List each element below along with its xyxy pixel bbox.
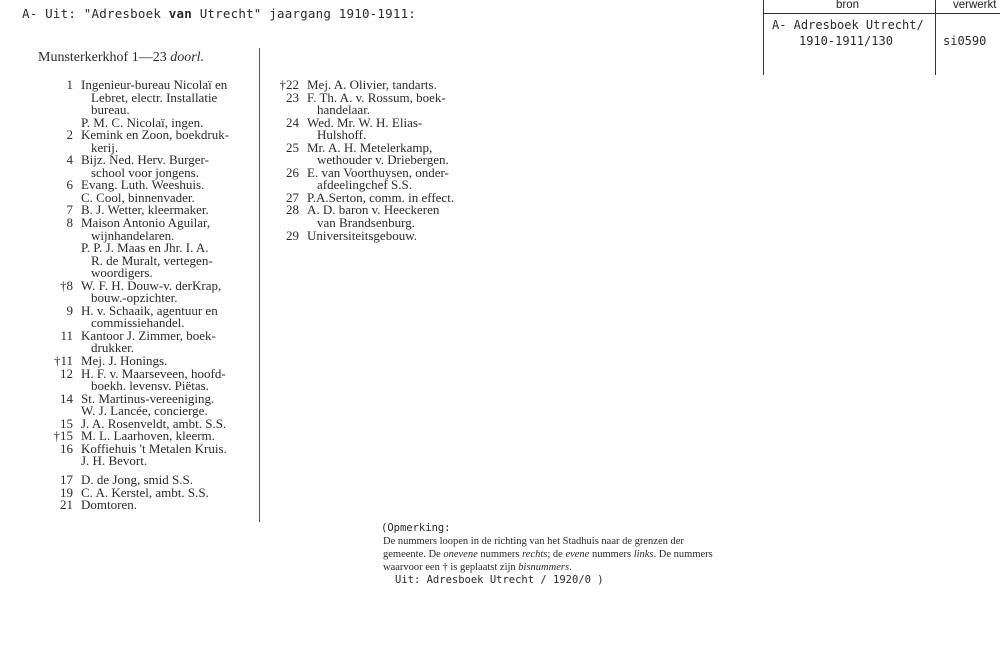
house-number: 1 xyxy=(66,77,73,92)
entry-continuation-line: school voor jongens. xyxy=(91,164,199,180)
entry-line: B. J. Wetter, kleermaker. xyxy=(81,202,209,218)
address-entry xyxy=(60,497,229,513)
entry-continuation-line: handelaar. xyxy=(317,102,371,118)
house-number: 8 xyxy=(66,215,73,231)
house-number: 26 xyxy=(286,164,299,180)
box-left-border xyxy=(763,0,764,75)
house-number: 15 xyxy=(60,415,73,431)
entry-line: Ingenieur-bureau Nicolaï en xyxy=(81,77,228,92)
remark-text: ; de xyxy=(547,549,566,560)
address-entry xyxy=(60,365,229,394)
street-suffix: doorl. xyxy=(170,50,205,65)
address-entry xyxy=(66,215,229,243)
house-number: 2 xyxy=(66,127,73,143)
remark-italic: bisnummers xyxy=(518,562,570,573)
house-number: 24 xyxy=(286,114,299,130)
entry-line: H. F. v. Maarseveen, hoofd- xyxy=(81,365,226,381)
street-name: Munsterkerkhof 1—23 xyxy=(38,50,171,65)
remark-note xyxy=(381,522,713,587)
house-number: 25 xyxy=(286,139,299,155)
entry-line: Kemink en Zoon, boekdruk- xyxy=(81,127,230,143)
entry-line: Maison Antonio Aguilar, xyxy=(81,215,211,231)
remark-line-1-text: De nummers loopen in de richting van het Stadhuis naar de grenzen der xyxy=(383,536,684,547)
address-entry xyxy=(286,89,454,118)
entry-continuation-line: commissiehandel. xyxy=(91,315,185,331)
remark-line-1 xyxy=(381,535,713,548)
entry-line: Mej. A. Olivier, tandarts. xyxy=(307,77,437,92)
house-number: 17 xyxy=(60,471,73,487)
entry-line: Mej. J. Honings. xyxy=(81,353,168,369)
entry-line: C. Cool, binnenvader. xyxy=(81,189,195,205)
house-number: 11 xyxy=(60,327,73,343)
entry-line: Kantoor J. Zimmer, boek- xyxy=(81,327,216,343)
entry-continuation-line: wijnhandelaren. xyxy=(91,227,175,243)
remark-text: waarvoor een † is geplaatst zijn xyxy=(383,562,519,573)
house-number: †15 xyxy=(53,428,73,444)
entry-line: J. H. Bevort. xyxy=(81,453,148,469)
address-entry xyxy=(286,227,454,243)
entry-continuation-line: wethouder v. Driebergen. xyxy=(317,152,449,168)
entry-continuation-line: boekh. levensv. Piëtas. xyxy=(91,378,209,394)
house-number: 27 xyxy=(286,189,299,205)
entry-continuation-line: R. de Muralt, vertegen- xyxy=(91,252,213,268)
entry-line: Universiteitsgebouw. xyxy=(307,227,417,243)
verwerkt-label: verwerkt xyxy=(953,0,997,11)
remark-text: nummers xyxy=(477,549,523,560)
entry-line: P.A.Serton, comm. in effect. xyxy=(307,189,455,205)
entry-line: A. D. baron v. Heeckeren xyxy=(307,202,440,218)
address-entry xyxy=(66,127,230,155)
address-entry xyxy=(60,277,229,306)
entry-continuation-line: bouw.-opzichter. xyxy=(91,290,178,306)
house-number: 6 xyxy=(66,177,73,193)
house-number: †11 xyxy=(53,353,73,369)
remark-italic: rechts xyxy=(522,549,548,560)
remark-italic: evene xyxy=(565,549,590,560)
entry-line: P. M. C. Nicolaï, ingen. xyxy=(81,114,204,130)
house-number: 16 xyxy=(60,440,73,456)
remark-text: . De nummers xyxy=(653,549,713,560)
house-number: 28 xyxy=(286,202,299,218)
entry-line: Domtoren. xyxy=(81,497,137,513)
entry-line: Bijz. Ned. Herv. Burger- xyxy=(81,152,209,168)
remark-italic: links xyxy=(633,549,654,560)
right-column-entries xyxy=(279,77,455,243)
heading-prefix: A- Uit: "Adresboek xyxy=(22,6,169,21)
remark-text: gemeente. De xyxy=(383,549,444,560)
house-number: 4 xyxy=(66,152,73,168)
address-entry xyxy=(66,302,229,331)
address-entry xyxy=(66,77,229,118)
entry-line: St. Martinus-vereeniging. xyxy=(81,390,215,406)
house-number: 7 xyxy=(66,202,73,218)
entry-line: Koffiehuis 't Metalen Kruis. xyxy=(81,440,227,456)
entry-continuation-line: Hulshoff. xyxy=(317,127,367,143)
house-number: 29 xyxy=(286,227,299,243)
page-heading xyxy=(22,6,416,21)
verwerkt-value: si0590 xyxy=(943,34,987,48)
address-entry xyxy=(286,139,454,168)
entry-line: C. A. Kerstel, ambt. S.S. xyxy=(81,484,209,500)
entry-line: H. v. Schaaik, agentuur en xyxy=(81,302,218,318)
entry-line: M. L. Laarhoven, kleerm. xyxy=(81,428,215,444)
entry-line: F. Th. A. v. Rossum, boek- xyxy=(307,89,446,105)
house-number: 12 xyxy=(60,365,73,381)
remark-italic: onevene xyxy=(443,549,478,560)
remark-line-2 xyxy=(381,548,713,561)
address-entry xyxy=(66,152,229,180)
entry-continuation-line: Lebret, electr. Installatie xyxy=(91,89,218,105)
bron-value-line2: 1910-1911/130 xyxy=(799,34,893,48)
box-header-rule xyxy=(763,13,1000,14)
remark-source: Uit: Adresboek Utrecht / 1920/0 ) xyxy=(395,574,604,586)
address-entry xyxy=(286,164,454,193)
entry-line: D. de Jong, smid S.S. xyxy=(81,471,193,487)
heading-bold-word: van xyxy=(168,6,192,21)
entry-line: W. F. H. Douw-v. derKrap, xyxy=(81,277,222,293)
house-number: †22 xyxy=(279,77,299,92)
entry-line: P. P. J. Maas en Jhr. I. A. xyxy=(81,240,209,256)
address-entry xyxy=(60,327,229,356)
entry-continuation-line: van Brandsenburg. xyxy=(317,215,415,231)
entry-continuation-line: kerij. xyxy=(91,139,119,155)
entry-continuation-line: bureau. xyxy=(91,102,130,118)
remark-title: (Opmerking: xyxy=(381,522,451,534)
remark-text: . xyxy=(569,562,572,573)
entry-line: E. van Voorthuysen, onder- xyxy=(307,164,449,180)
house-number: 9 xyxy=(66,302,73,318)
entry-line: Mr. A. H. Metelerkamp, xyxy=(307,139,433,155)
address-entry xyxy=(81,242,229,280)
address-entry xyxy=(286,114,454,143)
entry-continuation-line: woordigers. xyxy=(91,265,153,281)
remark-text: nummers xyxy=(589,549,634,560)
entry-continuation-line: drukker. xyxy=(91,340,134,356)
bron-value-line1: A- Adresboek Utrecht/ xyxy=(772,18,924,32)
bron-label: bron xyxy=(836,0,860,11)
house-number: 19 xyxy=(60,484,73,500)
entry-continuation-line: afdeelingchef S.S. xyxy=(317,177,412,193)
entry-line: W. J. Lancée, concierge. xyxy=(81,403,208,419)
entry-line: Wed. Mr. W. H. Elias- xyxy=(307,114,423,130)
house-number: 23 xyxy=(286,89,299,105)
address-entry xyxy=(286,202,454,231)
house-number: †8 xyxy=(60,277,73,293)
entry-line: Evang. Luth. Weeshuis. xyxy=(81,177,205,193)
left-column-entries xyxy=(53,77,230,513)
address-entry xyxy=(81,455,229,468)
heading-suffix: Utrecht" jaargang 1910-1911: xyxy=(191,6,417,21)
source-box xyxy=(763,0,1000,75)
house-number: 21 xyxy=(60,497,73,513)
box-middle-border xyxy=(935,0,936,75)
street-title xyxy=(38,50,204,66)
remark-line-3 xyxy=(381,561,713,574)
entry-line: J. A. Rosenveldt, ambt. S.S. xyxy=(81,415,227,431)
column-divider xyxy=(259,48,260,522)
house-number: 14 xyxy=(60,390,73,406)
